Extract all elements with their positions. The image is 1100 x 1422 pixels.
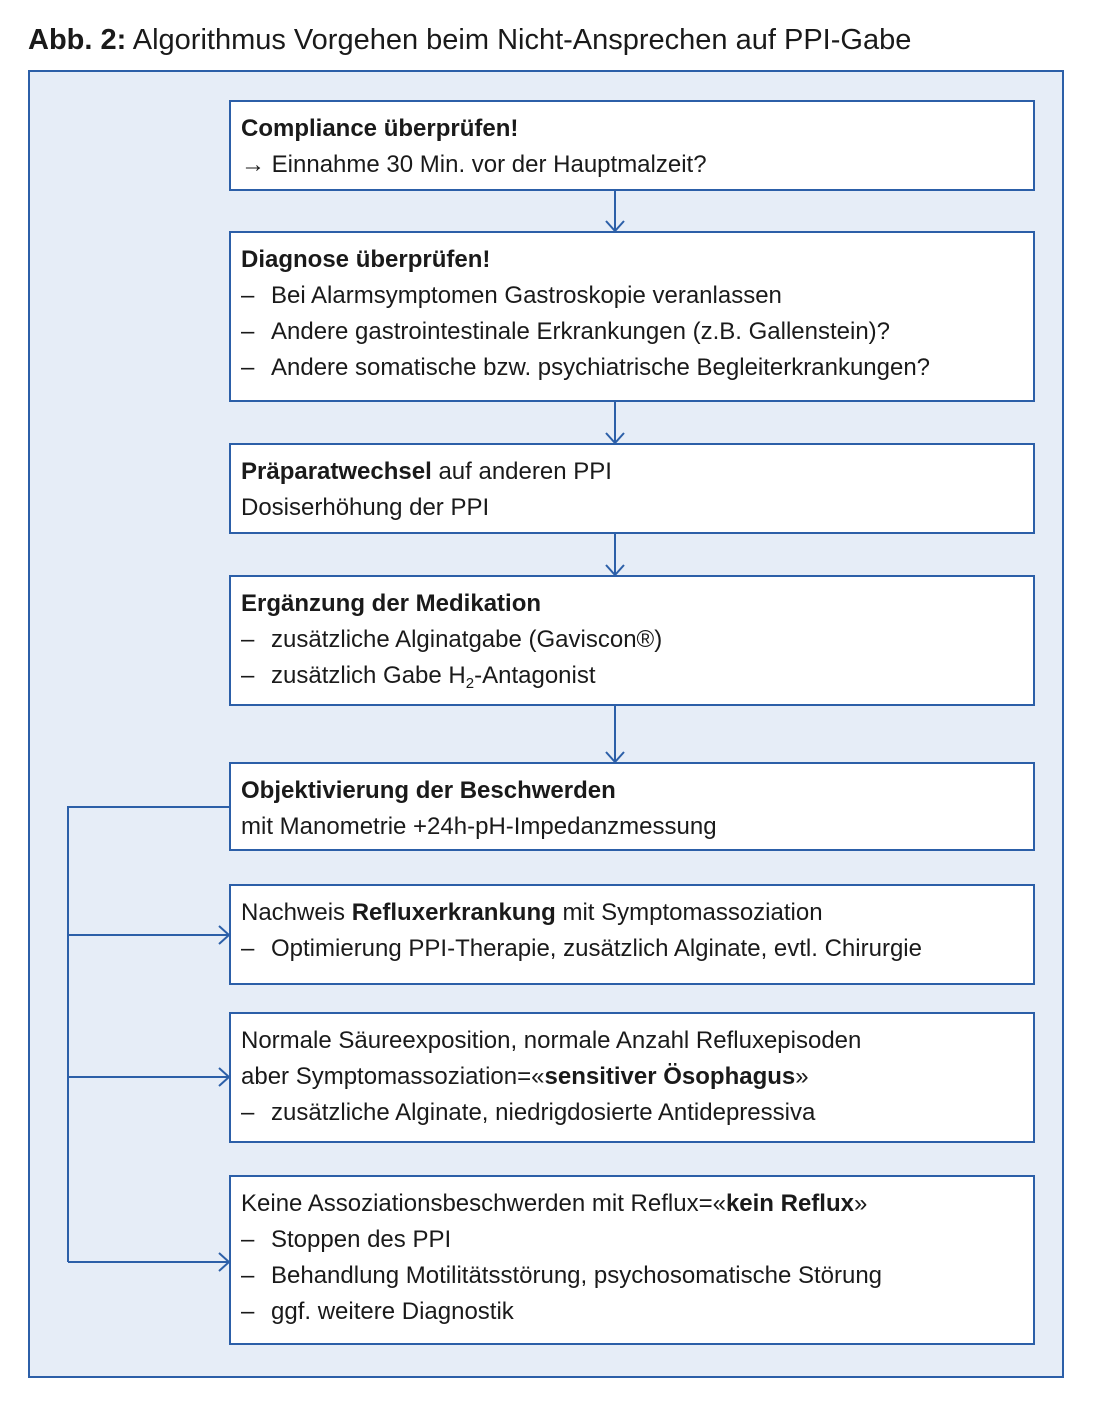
arrow-to-reflux <box>68 926 229 944</box>
medikation-heading: Ergänzung der Medikation <box>241 590 542 617</box>
list-item: – zusätzlich Gabe $H_2$-Antagonist <box>241 662 596 692</box>
box-objektivierung <box>229 762 1035 851</box>
praeparat-heading: Präparatwechsel <box>241 458 432 485</box>
objektivierung-line2: mit Manometrie +24h-pH-Impedanzmessung <box>241 813 717 840</box>
sensitiv-bold: sensitiver Ösophagus <box>544 1063 796 1090</box>
list-item: – zusätzliche Alginatgabe (Gaviscon®) <box>241 626 663 653</box>
branch-line <box>68 807 229 1262</box>
arrow-praeparat-to-medikation <box>606 533 624 575</box>
sensitiv-line1: Normale Säureexposition, normale Anzahl Refluxepisoden <box>241 1027 862 1054</box>
list-item: – Andere gastrointestinale Erkrankungen (z.B. Gallenstein)? <box>241 318 891 345</box>
list-item: – ggf. weitere Diagnostik <box>241 1298 514 1325</box>
list-item: – Andere somatische bzw. psychiatrische Begleiterkrankungen? <box>241 354 931 381</box>
praeparat-heading-rest: auf anderen PPI <box>431 458 612 485</box>
list-item: – Stoppen des PPI <box>241 1226 452 1253</box>
kein-reflux-bold: kein Reflux <box>725 1190 854 1217</box>
reflux-bold: Refluxerkrankung <box>351 899 556 926</box>
figure-title-text: Algorithmus Vorgehen beim Nicht-Ansprechen auf PPI-Gabe <box>132 24 912 56</box>
box-medikation <box>229 575 1035 706</box>
list-item: – Behandlung Motilitätsstörung, psychosomatische Störung <box>241 1262 883 1289</box>
arrow-to-kein-reflux <box>68 1253 229 1271</box>
arrow-diagnose-to-praeparat <box>606 401 624 443</box>
box-compliance <box>229 100 1035 191</box>
box-outcome-sensitiv: Normale Säureexposition, normale Anzahl Refluxepisoden aber Symptomassoziation=«sensitiver Ösophagus» – zusätzliche Alginate, niedrigdosierte Antidepressiva <box>229 1012 1035 1143</box>
arrow-to-sensitiv <box>68 1068 229 1086</box>
praeparat-line2: Dosiserhöhung der PPI <box>241 494 490 521</box>
list-item: – Optimierung PPI-Therapie, zusätzlich Alginate, evtl. Chirurgie <box>241 935 922 962</box>
compliance-text: Einnahme 30 Min. vor der Hauptmalzeit? <box>271 151 707 178</box>
list-item: – zusätzliche Alginate, niedrigdosierte Antidepressiva <box>241 1099 816 1126</box>
box-diagnose <box>229 231 1035 402</box>
right-arrow-icon: → <box>241 151 265 178</box>
arrow-medikation-to-objektivierung <box>606 705 624 762</box>
compliance-heading: Compliance überprüfen! <box>241 115 519 142</box>
box-outcome-kein-reflux: Keine Assoziationsbeschwerden mit Reflux=«kein Reflux» – Stoppen des PPI – Behandlung Motilitätsstörung, psychosomatische Störung – ggf. weitere Diagnostik <box>229 1175 1035 1345</box>
box-outcome-reflux: Nachweis Refluxerkrankung mit Symptomassoziation – Optimierung PPI-Therapie, zusätzlich Alginate, evtl. Chirurgie <box>229 884 1035 985</box>
arrow-compliance-to-diagnose <box>606 190 624 231</box>
box-praeparatwechsel <box>229 443 1035 534</box>
diagnose-heading: Diagnose überprüfen! <box>241 246 491 273</box>
objektivierung-heading: Objektivierung der Beschwerden <box>241 777 616 804</box>
figure-label: Abb. 2: <box>28 24 127 56</box>
list-item: – Bei Alarmsymptomen Gastroskopie veranlassen <box>241 282 782 309</box>
